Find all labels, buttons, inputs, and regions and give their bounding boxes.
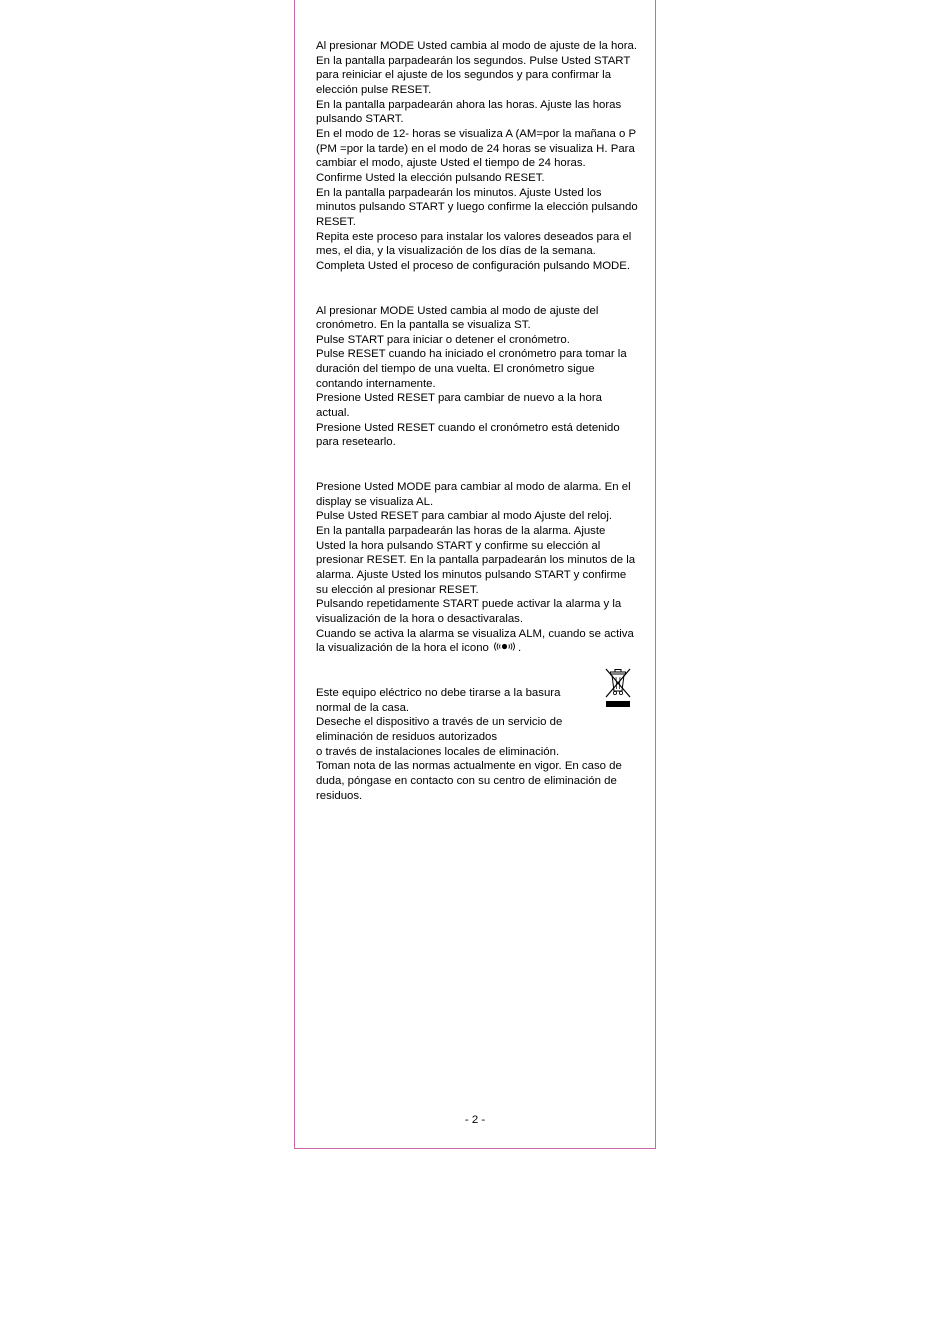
paragraph: Presione Usted RESET para cambiar de nuevo a la hora actual. [316,392,602,420]
paragraph: Pulse START para iniciar o detener el cronómetro. [316,333,570,346]
paragraph: Al presionar MODE Usted cambia al modo de ajuste de la hora. [316,40,637,52]
stopwatch-section [316,304,638,451]
paragraph: Al presionar MODE Usted cambia al modo de ajuste del cronómetro. En la pantalla se visualiza ST. [316,304,599,332]
paragraph: En la pantalla parpadearán los minutos. Ajuste Usted los minutos pulsando START y luego confirme la elección pulsando RESET. [316,186,638,228]
paragraph: Repita este proceso para instalar los valores deseados para el mes, el dia, y la visualización de los días de la semana. [316,230,632,258]
paragraph: En la pantalla parpadearán ahora las horas. Ajuste las horas pulsando START. [316,98,622,126]
paragraph: Toman nota de las normas actualmente en vigor. En caso de duda, póngase en contacto con su centro de eliminación de residuos. [316,760,622,802]
alarm-last-line-text: Cuando se activa la alarma se visualiza ALM, cuando se activa la visualización de la hora el icono [316,627,634,655]
paragraph: Deseche el dispositivo a través de un servicio de eliminación de residuos autorizados [316,716,563,743]
paragraph: Confirme Usted la elección pulsando RESET. [316,171,545,184]
crossed-out-bin-icon [604,667,632,711]
alarm-last-line-end: . [518,642,522,655]
paragraph: Presione Usted RESET cuando el cronómetro está detenido para resetearlo. [316,421,620,449]
paragraph: Presione Usted MODE para cambiar al modo de alarma. En el display se visualiza AL. [316,481,631,508]
disposal-section [316,686,638,803]
time-setting-section [316,39,638,274]
paragraph: Este equipo eléctrico no debe tirarse a la basura normal de la casa. [316,686,561,714]
paragraph: En el modo de 12- horas se visualiza A (AM=por la mañana o P (PM =por la tarde) en el modo de 24 horas se visualiza H. Para cambiar el modo, ajuste Usted el tiempo de 24 horas. [316,127,636,170]
paragraph: En la pantalla parpadearán los segundos. Pulse Usted START para reiniciar el ajuste de los segundos y para confirmar la elección pulse RESET. [316,54,631,96]
signal-icon [492,641,518,652]
page-number: - 2 - [464,1114,486,1126]
paragraph: o través de instalaciones locales de eliminación. [316,745,560,758]
paragraph: Pulse Usted RESET para cambiar al modo Ajuste del reloj. [316,510,613,523]
paragraph [316,627,638,656]
paragraph: Completa Usted el proceso de configuración pulsando MODE. [316,259,631,272]
document-content [316,39,638,803]
alarm-section [316,480,638,656]
paragraph: Pulsando repetidamente START puede activar la alarma y la visualización de la hora o desactivaralas. [316,598,622,625]
paragraph: Pulse RESET cuando ha iniciado el cronómetro para tomar la duración del tiempo de una vuelta. El cronómetro sigue contando internamente. [316,348,627,390]
paragraph: En la pantalla parpadearán las horas de la alarma. Ajuste Usted la hora pulsando START y confirme su elección al presionar RESET. En la pantalla parpadearán los minutos de la alarma. Ajuste Usted los minutos pulsando START y confirme su elección al presionar RESET. [316,525,636,596]
